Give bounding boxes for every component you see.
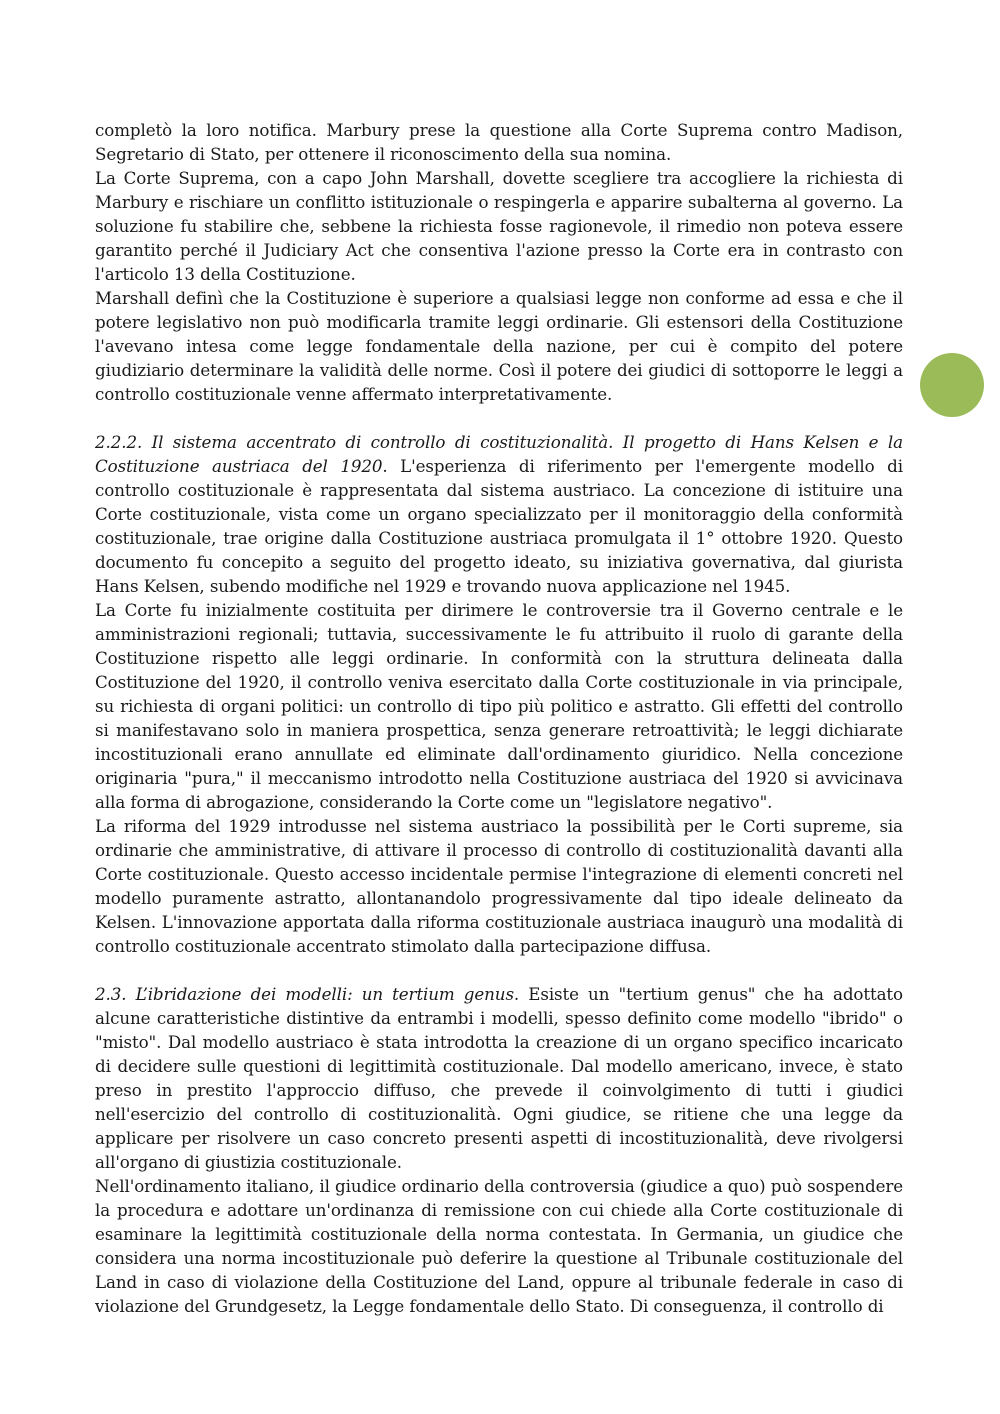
paragraph: La Corte Suprema, con a capo John Marshall, dovette scegliere tra accogliere la richiesta di Marbury e rischiare un conflitto istituzionale o respingerla e apparire subalterna al governo. La soluzione fu stabilire che, sebbene la richiesta fosse ragionevole, il rimedio non poteva essere garantito perché il Judiciary Act che consentiva l'azione presso la Corte era in contrasto con l'articolo 13 della Costituzione. <box>95 168 903 284</box>
paragraph: Marshall definì che la Costituzione è superiore a qualsiasi legge non conforme ad essa e che il potere legislativo non può modificarla tramite leggi ordinarie. Gli estensori della Costituzione l'avevano intesa come legge fondamentale della nazione, per cui è compito del potere giudiziario determinare la validità delle norme. Così il potere dei giudici di sottoporre le leggi a controllo costituzionale venne affermato interpretativamente. <box>95 288 903 404</box>
document-body <box>95 118 903 1318</box>
page-side-marker <box>920 353 984 417</box>
section-heading: 2.3. L’ibridazione dei modelli: un tertium genus <box>95 984 514 1004</box>
paragraph: La Corte fu inizialmente costituita per dirimere le controversie tra il Governo centrale e le amministrazioni regionali; tuttavia, successivamente le fu attribuito il ruolo di garante della Costituzione rispetto alle leggi ordinarie. In conformità con la struttura delineata dalla Costituzione del 1920, il controllo veniva esercitato dalla Corte costituzionale in via principale, su richiesta di organi politici: un controllo di tipo più politico e astratto. Gli effetti del controllo si manifestavano solo in maniera prospettica, senza generare retroattività; le leggi dichiarate incostituzionali erano annullate ed eliminate dall'ordinamento giuridico. Nella concezione originaria "pura," il meccanismo introdotto nella Costituzione austriaca del 1920 si avvicinava alla forma di abrogazione, considerando la Corte come un "legislatore negativo". <box>95 600 903 812</box>
paragraph-text: . Esiste un "tertium genus" che ha adottato alcune caratteristiche distintive da entrambi i modelli, spesso definito come modello "ibrido" o "misto". Dal modello austriaco è stata introdotta la creazione di un organo specifico incaricato di decidere sulle questioni di legittimità costituzionale. Dal modello americano, invece, è stato preso in prestito l'approccio diffuso, che prevede il coinvolgimento di tutti i giudici nell'esercizio del controllo di costituzionalità. Ogni giudice, se ritiene che una legge da applicare per risolvere un caso concreto presenti aspetti di incostituzionalità, deve rivolgersi all'organo di giustizia costituzionale. <box>95 984 903 1172</box>
paragraph: completò la loro notifica. Marbury prese la questione alla Corte Suprema contro Madison, Segretario di Stato, per ottenere il riconoscimento della sua nomina. <box>95 120 903 164</box>
paragraph: Nell'ordinamento italiano, il giudice ordinario della controversia (giudice a quo) può sospendere la procedura e adottare un'ordinanza di remissione con cui chiede alla Corte costituzionale di esaminare la legittimità costituzionale della norma contestata. In Germania, un giudice che considera una norma incostituzionale può deferire la questione al Tribunale costituzionale del Land in caso di violazione della Costituzione del Land, oppure al tribunale federale in caso di violazione del Grundgesetz, la Legge fondamentale dello Stato. Di conseguenza, il controllo di <box>95 1176 903 1316</box>
section-paragraph <box>95 982 903 1174</box>
paragraph-text: . L'esperienza di riferimento per l'emergente modello di controllo costituzionale è rappresentata dal sistema austriaco. La concezione di istituire una Corte costituzionale, vista come un organo specializzato per il monitoraggio della conformità costituzionale, trae origine dalla Costituzione austriaca promulgata il 1° ottobre 1920. Questo documento fu concepito a seguito del progetto ideato, su iniziativa governativa, dal giurista Hans Kelsen, subendo modifiche nel 1929 e trovando nuova applicazione nel 1945. <box>95 456 903 596</box>
section-paragraph <box>95 430 903 598</box>
section-heading: 2.2.2. Il sistema accentrato di controllo di costituzionalità. Il progetto di Hans Kelsen e la Costituzione austriaca del 1920 <box>95 432 903 476</box>
paragraph: La riforma del 1929 introdusse nel sistema austriaco la possibilità per le Corti supreme, sia ordinarie che amministrative, di attivare il processo di controllo di costituzionalità davanti alla Corte costituzionale. Questo accesso incidentale permise l'integrazione di elementi concreti nel modello puramente astratto, allontanandolo progressivamente dal tipo ideale delineato da Kelsen. L'innovazione apportata dalla riforma costituzionale austriaca inaugurò una modalità di controllo costituzionale accentrato stimolato dalla partecipazione diffusa. <box>95 816 903 956</box>
